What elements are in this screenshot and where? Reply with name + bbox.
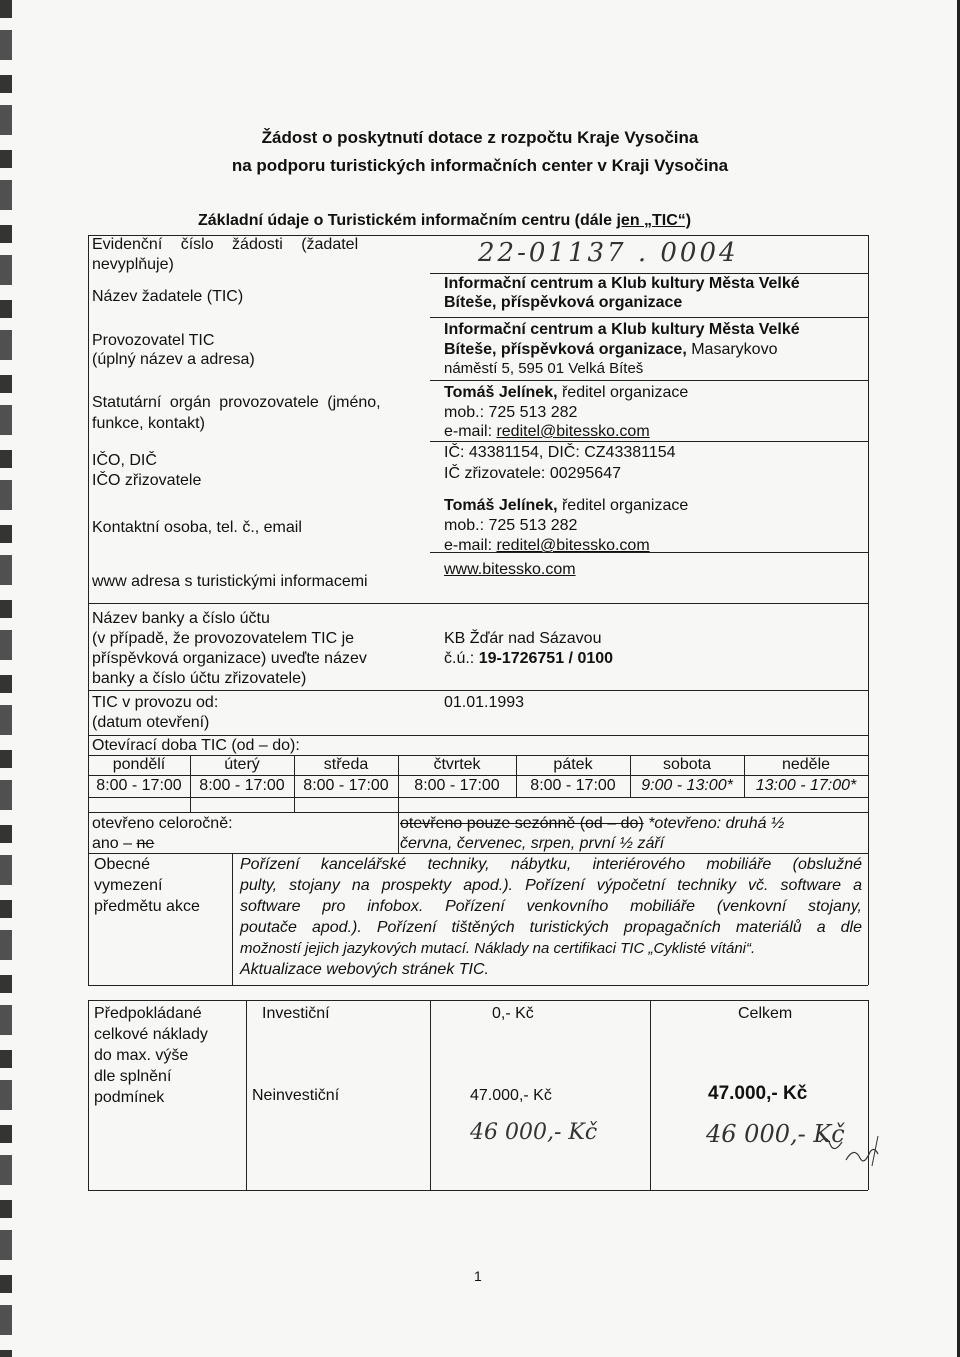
hours-divider: [88, 797, 868, 798]
scan-edge-artifact: [0, 0, 12, 1357]
season-col-divider: [398, 812, 399, 853]
hours-saturday: 9:00 - 13:00*: [641, 777, 733, 794]
year-round-no-struck: ne: [136, 835, 155, 852]
seasonal-note-1: *otevřeno: druhá ½: [648, 815, 785, 832]
statutory-label: Statutární orgán provozovatele (jméno,: [92, 394, 381, 411]
initials-signature: [816, 1132, 886, 1172]
year-round-yes: ano –: [92, 835, 137, 852]
bank-account-prefix: č.ú.:: [444, 650, 479, 667]
bank-account-number: 19-1726751 / 0100: [478, 650, 614, 667]
year-round-value: [92, 834, 154, 854]
operator-value-2: [444, 340, 777, 359]
evidence-number-handwritten: 22-01137 . 0004: [478, 238, 739, 268]
seasonal-note-2: června, červenec, srpen, první ½ září: [400, 835, 665, 852]
costs-bottom-border: [88, 1190, 868, 1191]
row-divider: [88, 603, 868, 604]
contact-name: Tomáš Jelínek,: [444, 497, 558, 514]
purpose-text-1: Pořízení kancelářské techniky, nábytku, interiérového mobiliáře (obslužné: [240, 856, 862, 873]
since-label-2: (datum otevření): [92, 714, 210, 731]
costs-top-border: [88, 1000, 868, 1001]
costs-col-divider: [430, 1000, 431, 1190]
page-number: 1: [474, 1268, 482, 1284]
total-label: Celkem: [738, 1005, 793, 1022]
day-friday: pátek: [553, 756, 593, 773]
costs-border: [88, 1000, 89, 1190]
purpose-text-5: možností jejich jazykových mutací. Náklady na certifikaci TIC „Cyklisté vítáni“.: [240, 940, 756, 957]
hours-wednesday: 8:00 - 17:00: [303, 777, 389, 794]
hours-tuesday: 8:00 - 17:00: [199, 777, 285, 794]
season-top-border: [88, 812, 868, 813]
hours-border: [868, 735, 869, 812]
section-heading-underlined: jen „TIC“): [616, 212, 692, 229]
purpose-border: [868, 853, 869, 985]
statutory-email: [444, 422, 650, 441]
purpose-text-2: pulty, stojany na prospekty apod.). Pořízení výpočetní techniky vč. software a: [240, 877, 862, 894]
total-value: 47.000,- Kč: [708, 1083, 808, 1104]
table-left-border: [88, 235, 89, 735]
day-monday: pondělí: [112, 756, 166, 773]
day-thursday: čtvrtek: [433, 756, 481, 773]
noninvestment-value: 47.000,- Kč: [470, 1087, 552, 1104]
bank-label-3: příspěvková organizace) uveďte název: [92, 650, 367, 667]
www-label: www adresa s turistickými informacemi: [92, 573, 368, 590]
bank-label-2: (v případě, že provozovatelem TIC je: [92, 630, 355, 647]
day-tuesday: úterý: [224, 756, 260, 773]
contact-function: ředitel organizace: [557, 497, 689, 514]
purpose-text-6: Aktualizace webových stránek TIC.: [240, 961, 489, 978]
bank-label-1: Název banky a číslo účtu: [92, 610, 270, 627]
contact-value-1: [444, 496, 688, 515]
statutory-name: Tomáš Jelínek,: [444, 384, 558, 401]
hours-monday: 8:00 - 17:00: [96, 777, 182, 794]
applicant-name-value-1: Informační centrum a Klub kultury Města Velké: [444, 275, 800, 292]
purpose-label-1: Obecné: [94, 856, 151, 873]
document-title-line-1: Žádost o poskytnutí dotace z rozpočtu Kraje Vysočina: [261, 128, 699, 147]
purpose-border: [88, 853, 89, 985]
day-wednesday: středa: [323, 756, 369, 773]
section-heading: [198, 212, 691, 230]
contact-phone: mob.: 725 513 282: [444, 517, 578, 534]
purpose-text-4: poutače apod.). Pořízení tištěných turistických propagačních materiálů a dle: [240, 919, 862, 936]
operator-label: Provozovatel TIC: [92, 332, 215, 349]
purpose-col-divider: [232, 853, 233, 985]
statutory-email-prefix: e-mail:: [444, 423, 497, 440]
bank-value-2: [444, 649, 613, 668]
hours-thursday: 8:00 - 17:00: [414, 777, 500, 794]
row-divider: [430, 441, 868, 442]
document-title-line-2: na podporu turistických informačních center v Kraji Vysočina: [231, 156, 729, 175]
day-sunday: neděle: [781, 756, 831, 773]
costs-label-5: podmínek: [94, 1089, 165, 1106]
since-label-1: TIC v provozu od:: [92, 694, 219, 711]
contact-email-prefix: e-mail:: [444, 537, 497, 554]
applicant-name-value-2: Bíteše, příspěvková organizace: [444, 294, 683, 311]
purpose-label-3: předmětu akce: [94, 898, 200, 915]
year-round-label: otevřeno celoročně:: [92, 815, 233, 832]
section-heading-text: Základní údaje o Turistickém informačním centru (dále: [198, 212, 617, 229]
contact-email: [444, 536, 650, 555]
row-divider: [430, 317, 868, 318]
operator-value-2-normal: Masarykovo: [686, 341, 778, 358]
hours-friday: 8:00 - 17:00: [530, 777, 616, 794]
season-border: [868, 812, 869, 853]
ico-label-2: IČO zřizovatele: [92, 472, 202, 489]
www-value: www.bitessko.com: [444, 561, 576, 578]
operator-value-3: náměstí 5, 595 01 Velká Bíteš: [444, 360, 644, 377]
statutory-function: ředitel organizace: [557, 384, 689, 401]
investment-label: Investiční: [262, 1005, 330, 1022]
costs-label-1: Předpokládané: [94, 1005, 202, 1022]
total-handwritten-correction: 46 000,- Kč: [706, 1120, 845, 1148]
operator-label-2: (úplný název a adresa): [92, 351, 255, 368]
bank-value-1: KB Žďár nad Sázavou: [444, 630, 602, 647]
hours-divider: [88, 775, 868, 776]
statutory-phone: mob.: 725 513 282: [444, 404, 578, 421]
purpose-label-2: vymezení: [94, 877, 163, 894]
bank-label-4: banky a číslo účtu zřizovatele): [92, 670, 307, 687]
row-divider: [430, 380, 868, 381]
costs-label-3: do max. výše: [94, 1047, 189, 1064]
costs-label-2: celkové náklady: [94, 1026, 208, 1043]
statutory-label-2: funkce, kontakt): [92, 415, 205, 432]
season-border: [88, 812, 89, 853]
evidence-number-label: Evidenční číslo žádosti (žadatel: [92, 236, 359, 253]
operator-value-2-bold: Bíteše, příspěvková organizace,: [444, 341, 687, 358]
hours-sunday: 13:00 - 17:00*: [755, 777, 857, 794]
seasonal-struck-text: otevřeno pouze sezónně (od – do): [400, 815, 644, 832]
ico-label: IČO, DIČ: [92, 452, 157, 469]
applicant-name-label: Název žadatele (TIC): [92, 288, 244, 305]
purpose-text-3: software pro infobox. Pořízení venkovního mobiliáře (venkovní stojany,: [240, 898, 862, 915]
ico-value-2: IČ zřizovatele: 00295647: [444, 465, 621, 482]
investment-value: 0,- Kč: [492, 1005, 534, 1022]
noninvestment-handwritten-correction: 46 000,- Kč: [470, 1120, 598, 1145]
opening-hours-label: Otevírací doba TIC (od – do):: [92, 737, 300, 754]
noninvestment-label: Neinvestiční: [252, 1087, 340, 1104]
ico-value-1: IČ: 43381154, DIČ: CZ43381154: [444, 444, 676, 461]
table-right-border: [868, 235, 869, 735]
seasonal-line: [400, 814, 784, 834]
purpose-bottom-border: [88, 985, 868, 986]
costs-label-4: dle splnění: [94, 1068, 172, 1085]
contact-email-link: reditel@bitessko.com: [496, 537, 650, 554]
since-value: 01.01.1993: [444, 694, 525, 711]
statutory-email-link: reditel@bitessko.com: [496, 423, 650, 440]
contact-label: Kontaktní osoba, tel. č., email: [92, 519, 302, 536]
costs-col-divider: [650, 1000, 651, 1190]
row-divider: [88, 690, 868, 691]
operator-value-1: Informační centrum a Klub kultury Města Velké: [444, 321, 800, 338]
day-saturday: sobota: [662, 756, 712, 773]
evidence-number-label-2: nevyplňuje): [92, 256, 174, 273]
costs-col-divider: [246, 1000, 247, 1190]
statutory-value-1: [444, 383, 688, 402]
